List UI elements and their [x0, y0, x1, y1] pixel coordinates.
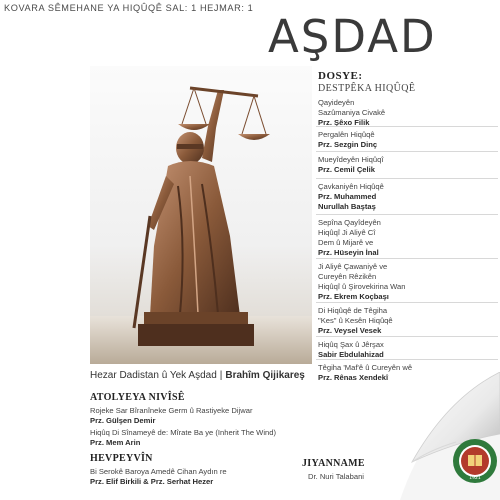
article-author: Prz. Rênas Xendekî	[318, 373, 389, 382]
article-title: Têgiha 'Maf'ê û Cureyên wê	[318, 363, 413, 372]
jiyanname-name: Dr. Nuri Talabani	[308, 472, 364, 481]
divider	[316, 151, 498, 152]
article-author: Prz. Ekrem Koçbaşı	[318, 292, 389, 301]
jiyanname-block	[302, 458, 365, 481]
seal-year: 1921	[469, 476, 481, 481]
article-title: Di Hiqûqê de Têgiha "Kes" û Kesên Hiqûqê	[318, 306, 393, 325]
cover-caption-author: Brahîm Qijikareş	[225, 370, 305, 381]
article-title: Mueyîdeyên Hiqûqî	[318, 155, 384, 164]
hevpeyvin-heading: HEVPEYVÎN	[90, 453, 153, 464]
cover-photo	[90, 66, 312, 364]
dosye-subheading: DESTPÊKA HIQÛQÊ	[318, 83, 416, 94]
article-author: Sabir Ebdulahizad	[318, 350, 384, 359]
dosye-heading: DOSYE:	[318, 70, 363, 82]
divider	[316, 258, 498, 259]
divider	[316, 214, 498, 215]
article-title: Qayideyên Sazûmaniya Civakê	[318, 98, 386, 117]
divider	[316, 359, 498, 360]
hevpeyvin-authors: Prz. Elif Birkili & Prz. Serhat Hezer	[90, 476, 214, 486]
article-item[interactable]	[318, 218, 500, 258]
bar-association-seal-logo	[452, 438, 498, 484]
divider	[316, 302, 498, 303]
hevpeyvin-item[interactable]	[90, 467, 227, 486]
divider	[316, 178, 498, 179]
atolye-item-title: Rojeke Sar Bîranîneke Germ û Rastiyeke Dijwar	[90, 406, 253, 415]
article-item[interactable]	[318, 182, 500, 212]
cover-caption-text: Hezar Dadistan û Yek Aşdad	[90, 370, 217, 381]
hevpeyvin-title: Bi Serokê Baroya Amedê Cihan Aydın re	[90, 467, 227, 476]
article-title: Sepîna Qayîdeyên Hiqûqî Ji Aliyê Cî Dem û Mijarê ve	[318, 218, 381, 247]
atolye-item-title: Hiqûq Di Sînameyê de: Mîrate Ba ye (Inherit The Wind)	[90, 428, 276, 437]
article-title: Ji Aliyê Çawaniyê ve Cureyên Rêzikên Hiqûqî û Şirovekirina Wan	[318, 262, 406, 291]
lady-justice-illustration	[90, 66, 312, 364]
cover-caption: Hezar Dadistan û Yek Aşdad | Brahîm Qijikareş	[90, 370, 305, 381]
article-author: Prz. Cemil Çelik	[318, 165, 375, 174]
article-item[interactable]	[318, 262, 500, 302]
article-title: Pergalên Hiqûqê	[318, 130, 375, 139]
article-author: Prz. Sezgin Dinç	[318, 140, 378, 149]
article-title: Çavkaniyên Hiqûqê	[318, 182, 384, 191]
article-title: Hiqûq Şax û Jêrşax	[318, 340, 384, 349]
atolye-heading: ATOLYEYA NIVÎSÊ	[90, 392, 185, 403]
divider	[316, 126, 498, 127]
article-item[interactable]	[318, 98, 500, 128]
article-author: Prz. Muhammed Nurullah Baştaş	[318, 192, 377, 211]
atolye-item-author: Prz. Mem Arin	[90, 437, 141, 447]
dosye-header	[318, 70, 498, 94]
article-author: Prz. Hüseyin İnal	[318, 248, 379, 257]
issue-line: KOVARA SÊMEHANE YA HIQÛQÊ SAL: 1 HEJMAR: 1	[4, 3, 254, 13]
divider	[316, 336, 498, 337]
atolye-item[interactable]	[90, 406, 252, 425]
article-author: Prz. Şêxo Filik	[318, 118, 370, 127]
article-item[interactable]	[318, 340, 500, 360]
article-item[interactable]	[318, 130, 500, 150]
magazine-title: AŞDAD	[268, 10, 437, 63]
atolye-item-author: Prz. Gülşen Demir	[90, 415, 156, 425]
article-item[interactable]	[318, 306, 500, 336]
article-author: Prz. Veysel Vesek	[318, 326, 382, 335]
jiyanname-heading: JIYANNAME	[302, 458, 365, 469]
atolye-item[interactable]	[90, 428, 276, 447]
article-item[interactable]	[318, 155, 500, 175]
